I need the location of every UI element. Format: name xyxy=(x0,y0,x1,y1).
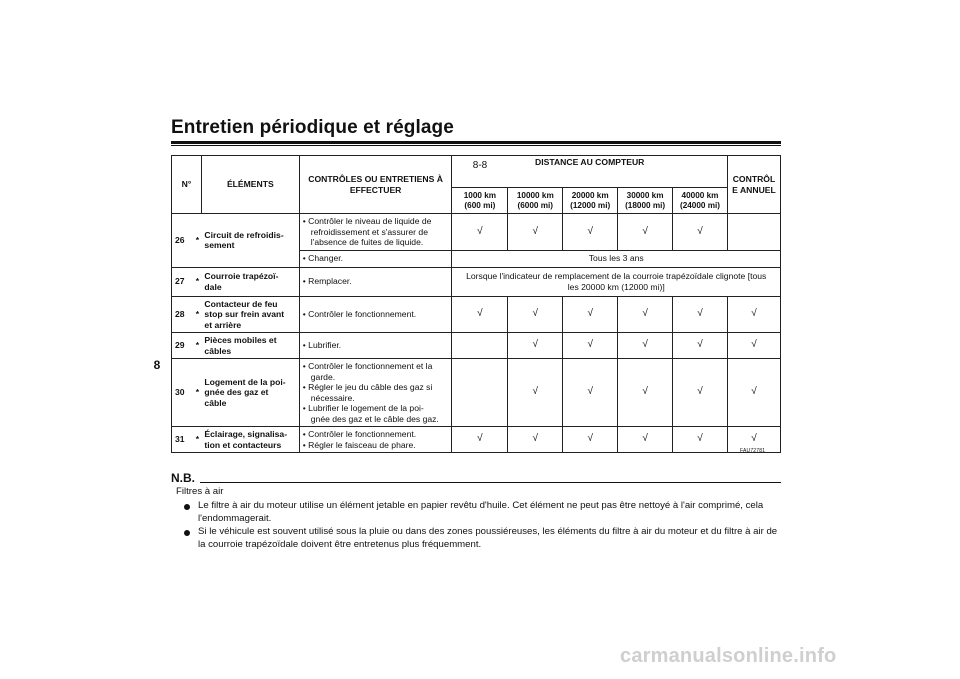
row-number: 28 xyxy=(172,296,194,333)
check-mark: √ xyxy=(618,359,673,427)
check-mark-annual: √ xyxy=(727,333,780,359)
reference-code: FAU72781 xyxy=(740,448,766,454)
watermark: carmanualsonline.info xyxy=(620,645,837,667)
row-number: 30 xyxy=(172,359,194,427)
row-interval: Tous les 3 ans xyxy=(452,250,781,267)
row-check: • Contrôler le fonctionnement et la garde. • Régler le jeu du câble des gaz si nécessaire. • Lubrifier le logement de la poi- gnée des gaz et le câble des gaz. xyxy=(299,359,452,427)
header-km-5: 40000 km (24000 mi) xyxy=(673,188,728,214)
row-check: • Contrôler le niveau de liquide de refroidissement et s'assurer de l'absence de fuites de liquide. xyxy=(299,214,452,251)
row-number: 26 xyxy=(172,214,194,268)
check-mark: √ xyxy=(508,214,563,251)
note-text: Le filtre à air du moteur utilise un élément jetable en papier revêtu d'huile. Cet élément ne peut pas être nettoyé à l'air comprimé, cela l'endommagerait. xyxy=(198,500,764,524)
check-mark: √ xyxy=(508,359,563,427)
header-km-1: 1000 km (600 mi) xyxy=(452,188,508,214)
page-title: Entretien périodique et réglage xyxy=(171,117,454,138)
check-mark: √ xyxy=(618,427,673,453)
header-annual: CONTRÔL E ANNUEL xyxy=(727,156,780,214)
check-mark: √ xyxy=(673,214,728,251)
row-star: * xyxy=(193,267,201,296)
check-mark xyxy=(452,333,508,359)
chapter-tab: 8 xyxy=(153,358,161,372)
list-item xyxy=(184,500,782,525)
check-mark: √ xyxy=(563,359,618,427)
list-item xyxy=(184,526,782,551)
row-star: * xyxy=(193,296,201,333)
row-item: Contacteur de feu stop sur frein avant et arrière xyxy=(201,296,299,333)
table-row xyxy=(172,214,781,251)
row-check: • Lubrifier. xyxy=(299,333,452,359)
row-check: • Contrôler le fonctionnement. xyxy=(299,296,452,333)
note-title: N.B. xyxy=(171,471,195,485)
note-intro: Filtres à air xyxy=(176,486,224,497)
row-check: • Contrôler le fonctionnement. • Régler le faisceau de phare. xyxy=(299,427,452,453)
row-item: Courroie trapézoï- dale xyxy=(201,267,299,296)
table-row xyxy=(172,296,781,333)
row-item: Éclairage, signalisa- tion et contacteurs xyxy=(201,427,299,453)
row-item: Circuit de refroidis- sement xyxy=(201,214,299,268)
header-distance: DISTANCE AU COMPTEUR xyxy=(452,156,727,188)
bullet-icon xyxy=(184,530,190,536)
check-mark: √ xyxy=(508,296,563,333)
check-mark: √ xyxy=(563,214,618,251)
row-star: * xyxy=(193,359,201,427)
check-mark: √ xyxy=(563,296,618,333)
check-mark: √ xyxy=(508,427,563,453)
row-interval: Lorsque l'indicateur de remplacement de la courroie trapézoïdale clignote [tous les 20000 km (12000 mi)] xyxy=(452,267,781,296)
note-list xyxy=(184,500,782,552)
check-mark-annual: √ xyxy=(727,427,780,453)
check-mark-annual xyxy=(727,214,780,251)
check-mark: √ xyxy=(452,296,508,333)
row-star: * xyxy=(193,214,201,268)
row-check: • Remplacer. xyxy=(299,267,452,296)
check-mark: √ xyxy=(673,359,728,427)
check-mark: √ xyxy=(618,296,673,333)
check-mark: √ xyxy=(508,333,563,359)
row-number: 31 xyxy=(172,427,194,453)
table-row xyxy=(172,427,781,453)
row-number: 29 xyxy=(172,333,194,359)
row-check: • Changer. xyxy=(299,250,452,267)
check-mark: √ xyxy=(673,333,728,359)
header-no: N° xyxy=(172,156,202,214)
header-checks: CONTRÔLES OU ENTRETIENS À EFFECTUER xyxy=(299,156,452,214)
check-mark-annual: √ xyxy=(727,296,780,333)
check-mark: √ xyxy=(618,333,673,359)
title-rule xyxy=(171,141,781,144)
check-mark xyxy=(452,359,508,427)
header-km-3: 20000 km (12000 mi) xyxy=(563,188,618,214)
header-items: ÉLÉMENTS xyxy=(201,156,299,214)
note-rule xyxy=(200,482,781,483)
table-row xyxy=(172,359,781,427)
row-item: Logement de la poi- gnée des gaz et câble xyxy=(201,359,299,427)
row-item: Pièces mobiles et câbles xyxy=(201,333,299,359)
check-mark: √ xyxy=(673,296,728,333)
header-km-4: 30000 km (18000 mi) xyxy=(618,188,673,214)
maintenance-table xyxy=(171,155,781,453)
check-mark: √ xyxy=(563,427,618,453)
bullet-icon xyxy=(184,504,190,510)
page-number: 8-8 xyxy=(472,160,488,171)
row-star: * xyxy=(193,427,201,453)
table-row xyxy=(172,267,781,296)
check-mark: √ xyxy=(673,427,728,453)
check-mark: √ xyxy=(563,333,618,359)
check-mark: √ xyxy=(452,427,508,453)
row-number: 27 xyxy=(172,267,194,296)
table-row xyxy=(172,333,781,359)
header-km-2: 10000 km (6000 mi) xyxy=(508,188,563,214)
check-mark: √ xyxy=(452,214,508,251)
row-star: * xyxy=(193,333,201,359)
note-text: Si le véhicule est souvent utilisé sous la pluie ou dans des zones poussiéreuses, les éléments du filtre à air du moteur et du filtre à air de la courroie trapézoïdale doivent être entretenus plus fréquemment. xyxy=(198,526,778,550)
check-mark-annual: √ xyxy=(727,359,780,427)
check-mark: √ xyxy=(618,214,673,251)
title-rule-thin xyxy=(171,145,781,146)
